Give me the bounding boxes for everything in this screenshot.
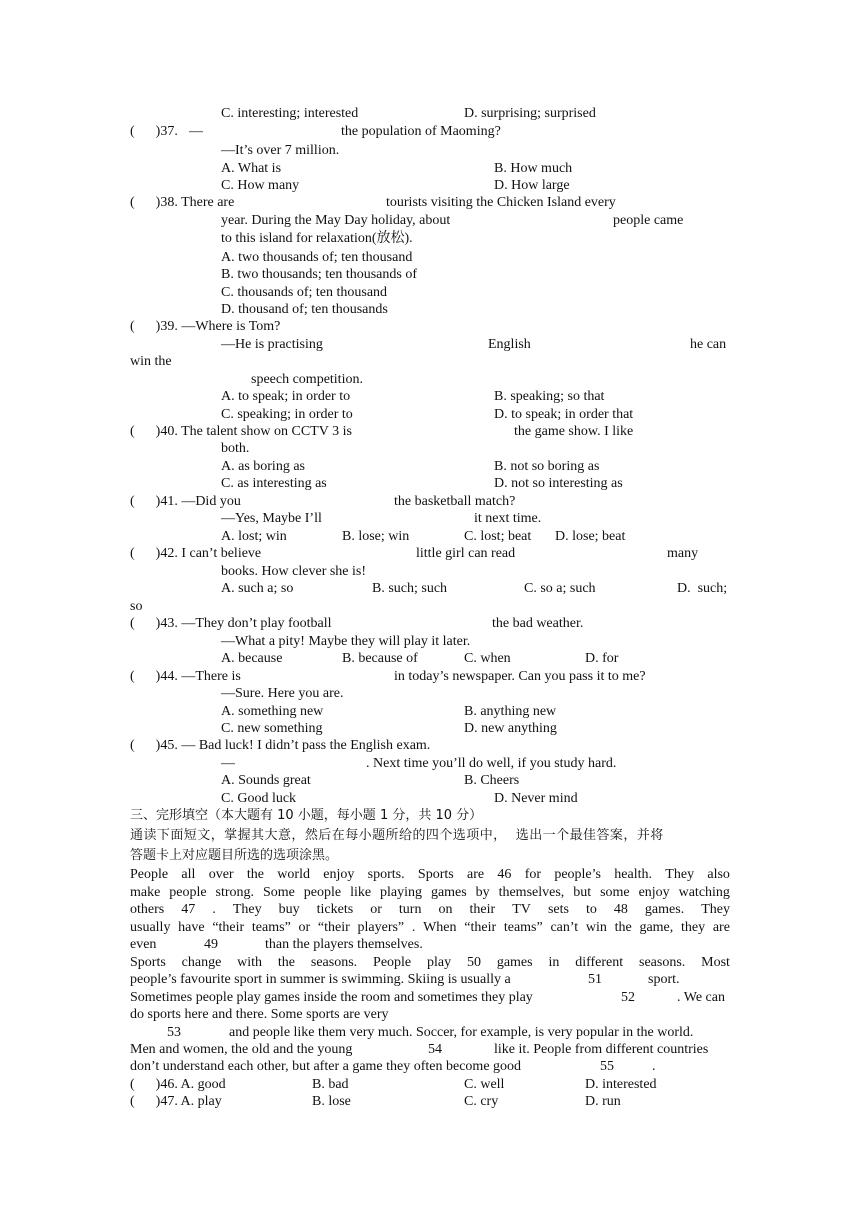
passage-word: for [524, 867, 542, 882]
q42-number: ( )42. I can’t believe [130, 546, 262, 561]
q39-option-a: A. to speak; in order to [221, 389, 351, 404]
passage-word: tickets [316, 902, 354, 917]
passage-line-2 [130, 884, 730, 901]
q44-option-d: D. new anything [464, 721, 557, 736]
q41-option-c: C. lost; beat [464, 529, 532, 544]
passage-word: “their [464, 920, 497, 935]
passage-word: or [298, 920, 311, 935]
blank-49: 49 [204, 937, 218, 952]
q39-line3: speech competition. [251, 372, 363, 387]
passage-word: health. [614, 867, 652, 882]
q38-number: ( )38. There are [130, 195, 235, 210]
blank-48: 48 [613, 902, 628, 917]
passage-word: enjoy [638, 885, 670, 900]
q41-option-d: D. lose; beat [555, 529, 626, 544]
passage-word: People [373, 955, 412, 970]
q43-option-d: D. for [585, 651, 619, 666]
passage-word: teams” [503, 920, 543, 935]
q42-option-c: C. so a; such [524, 581, 596, 596]
passage-word: players” [357, 920, 405, 935]
q44-option-b: B. anything new [464, 704, 557, 719]
q38-stem-line2: year. During the May Day holiday, about [221, 213, 451, 228]
passage-line-7-end: sport. [648, 972, 680, 987]
passage-word: buy [278, 902, 300, 917]
q43-stem: the bad weather. [492, 616, 584, 631]
blank-46: 46 [497, 867, 512, 882]
q47-option-d: D. run [585, 1094, 621, 1109]
q37-option-c: C. How many [221, 178, 300, 193]
section-heading: 三、完形填空（本大题有 10 小题，每小题 1 分，共 10 分） [130, 808, 483, 823]
q44-stem: in today’s newspaper. Can you pass it to me? [394, 669, 646, 684]
q40-option-d: D. not so interesting as [494, 476, 623, 491]
passage-word: They [701, 902, 730, 917]
q40-line2: both. [221, 441, 250, 456]
passage-word: game, [639, 920, 674, 935]
q38-stem: tourists visiting the Chicken Island every [386, 195, 616, 210]
passage-word: . [411, 920, 416, 935]
passage-line-12-end: . [652, 1059, 656, 1074]
q43-line2: —What a pity! Maybe they will play it later. [221, 634, 471, 649]
passage-word: They [232, 902, 262, 917]
q37-stem: the population of Maoming? [341, 124, 501, 139]
q37-reply: —It’s over 7 million. [221, 143, 340, 158]
q39-line1-mid: English [488, 337, 531, 352]
passage-line-8-end: . We can [677, 990, 725, 1005]
passage-word: the [614, 920, 632, 935]
q38-option-a: A. two thousands of; ten thousand [221, 250, 413, 265]
passage-word: change [181, 955, 222, 970]
passage-word: on [438, 902, 453, 917]
blank-50: 50 [466, 955, 481, 970]
passage-word: people’s [554, 867, 601, 882]
q41-option-a: A. lost; win [221, 529, 287, 544]
passage-word: . [212, 902, 216, 917]
passage-word: in [548, 955, 560, 970]
passage-word: the [277, 955, 296, 970]
passage-word: with [237, 955, 263, 970]
passage-line-6 [130, 954, 730, 971]
passage-word: Sports [130, 955, 166, 970]
passage-word: usually [130, 920, 171, 935]
passage-word: some [600, 885, 630, 900]
q45-option-b: B. Cheers [464, 773, 520, 788]
passage-word: like [350, 885, 372, 900]
passage-word: “their [317, 920, 350, 935]
passage-line-1 [130, 866, 730, 883]
q45-option-d: D. Never mind [494, 791, 578, 806]
passage-word: can’t [550, 920, 579, 935]
passage-word: world [277, 867, 310, 882]
q44-option-c: C. new something [221, 721, 323, 736]
passage-word: People [130, 867, 169, 882]
passage-word: turn [398, 902, 422, 917]
passage-word: games. [644, 902, 685, 917]
passage-line-7: people’s favourite sport in summer is swimming. Skiing is usually a [130, 972, 511, 987]
q41-option-b: B. lose; win [342, 529, 410, 544]
passage-word: they [680, 920, 706, 935]
blank-54: 54 [428, 1042, 442, 1057]
q46-option-d: D. interested [585, 1077, 657, 1092]
q45-stem: . Next time you’ll do well, if you study hard. [366, 756, 617, 771]
q42-option-b: B. such; such [372, 581, 448, 596]
passage-word: They [665, 867, 695, 882]
passage-word: people [303, 885, 342, 900]
passage-word: have [178, 920, 205, 935]
passage-word: different [575, 955, 624, 970]
passage-word: sports. [367, 867, 405, 882]
passage-word: to [585, 902, 597, 917]
q39-line1: —He is practising [221, 337, 323, 352]
passage-word: make [130, 885, 161, 900]
q38-option-b: B. two thousands; ten thousands of [221, 267, 417, 282]
q42-option-d: D. such; [677, 581, 728, 596]
q37-option-b: B. How much [494, 161, 573, 176]
passage-word: enjoy [323, 867, 355, 882]
q41-number: ( )41. —Did you [130, 494, 241, 509]
q42-stem-end: many [667, 546, 699, 561]
passage-word: also [707, 867, 730, 882]
passage-word: are [712, 920, 730, 935]
q47-option-b: B. lose [312, 1094, 351, 1109]
q36-option-d: D. surprising; surprised [464, 106, 596, 121]
q46-number: ( )46. A. good [130, 1077, 226, 1092]
q43-option-b: B. because of [342, 651, 418, 666]
q44-line2: —Sure. Here you are. [221, 686, 344, 701]
q39-line2: win the [130, 354, 172, 369]
passage-word: their [469, 902, 496, 917]
q37-option-a: A. What is [221, 161, 282, 176]
q39-line1-end: he can [690, 337, 727, 352]
blank-52: 52 [621, 990, 635, 1005]
blank-51: 51 [588, 972, 602, 987]
passage-line-9: do sports here and there. Some sports are very [130, 1007, 389, 1022]
passage-word: sets [547, 902, 569, 917]
passage-word: Most [701, 955, 730, 970]
passage-word: When [423, 920, 457, 935]
passage-word: teams” [251, 920, 291, 935]
passage-word: “their [212, 920, 245, 935]
q40-option-c: C. as interesting as [221, 476, 327, 491]
passage-word: games [496, 955, 533, 970]
q45-option-a: A. Sounds great [221, 773, 311, 788]
q39-option-b: B. speaking; so that [494, 389, 605, 404]
q37-option-d: D. How large [494, 178, 570, 193]
q38-stem-line2-end: people came [613, 213, 684, 228]
passage-word: are [467, 867, 485, 882]
q47-number: ( )47. A. play [130, 1094, 222, 1109]
q46-option-c: C. well [464, 1077, 505, 1092]
q39-option-d: D. to speak; in order that [494, 407, 634, 422]
q45-number: ( )45. — Bad luck! I didn’t pass the English exam. [130, 738, 431, 753]
passage-word: others [130, 902, 165, 917]
passage-word: playing [380, 885, 422, 900]
q42-line2: books. How clever she is! [221, 564, 367, 579]
q44-option-a: A. something new [221, 704, 324, 719]
q41-line2-end: it next time. [474, 511, 542, 526]
q42-option-a: A. such a; so [221, 581, 294, 596]
q40-stem: the game show. I like [514, 424, 634, 439]
passage-word: or [370, 902, 382, 917]
passage-word: the [246, 867, 264, 882]
passage-line-11: Men and women, the old and the young [130, 1042, 353, 1057]
q40-option-a: A. as boring as [221, 459, 305, 474]
passage-word: seasons. [639, 955, 686, 970]
passage-word: TV [512, 902, 531, 917]
q38-option-d: D. thousand of; ten thousands [221, 302, 388, 317]
passage-line-12: don’t understand each other, but after a game they often become good [130, 1059, 522, 1074]
q47-option-c: C. cry [464, 1094, 499, 1109]
passage-word: win [585, 920, 607, 935]
q37-dash: — [189, 124, 203, 139]
passage-word: themselves, [498, 885, 565, 900]
q43-number: ( )43. —They don’t play football [130, 616, 332, 631]
q38-stem-line3: to this island for relaxation(放松). [221, 231, 413, 246]
q42-option-d-wrap: so [130, 599, 143, 614]
passage-line-8: Sometimes people play games inside the room and sometimes they play [130, 990, 533, 1005]
q39-option-c: C. speaking; in order to [221, 407, 353, 422]
passage-word: play [427, 955, 452, 970]
blank-53: 53 [167, 1025, 181, 1040]
passage-word: over [208, 867, 234, 882]
q43-option-a: A. because [221, 651, 283, 666]
passage-word: by [475, 885, 490, 900]
passage-word: all [181, 867, 196, 882]
blank-47: 47 [181, 902, 196, 917]
q46-option-b: B. bad [312, 1077, 349, 1092]
passage-word: watching [678, 885, 730, 900]
blank-55: 55 [600, 1059, 614, 1074]
passage-line-5-end: than the players themselves. [265, 937, 423, 952]
passage-line-3 [130, 901, 730, 918]
passage-word: Some [262, 885, 295, 900]
passage-line-10: and people like them very much. Soccer, for example, is very popular in the world. [229, 1025, 694, 1040]
section-instruction-line2: 答题卡上对应题目所选的选项涂黑。 [130, 848, 339, 863]
passage-word: people [169, 885, 207, 900]
q41-line2: —Yes, Maybe I’ll [221, 511, 322, 526]
passage-line-11-end: like it. People from different countries [494, 1042, 709, 1057]
q39-number: ( )39. —Where is Tom? [130, 319, 281, 334]
passage-word: Sports [417, 867, 454, 882]
q45-dash: — [221, 756, 235, 771]
q37-number: ( )37. [130, 124, 178, 139]
passage-line-5: even [130, 937, 157, 952]
q36-option-c: C. interesting; interested [221, 106, 359, 121]
passage-word: strong. [215, 885, 255, 900]
q38-option-c: C. thousands of; ten thousand [221, 285, 388, 300]
q40-number: ( )40. The talent show on CCTV 3 is [130, 424, 352, 439]
passage-line-4 [130, 919, 730, 936]
passage-word: games [430, 885, 467, 900]
passage-word: seasons. [310, 955, 358, 970]
q41-stem: the basketball match? [394, 494, 516, 509]
q45-option-c: C. Good luck [221, 791, 297, 806]
q42-stem: little girl can read [416, 546, 516, 561]
passage-word: but [573, 885, 592, 900]
q44-number: ( )44. —There is [130, 669, 241, 684]
q43-option-c: C. when [464, 651, 511, 666]
q40-option-b: B. not so boring as [494, 459, 600, 474]
section-instruction: 通读下面短文，掌握其大意，然后在每小题所给的四个选项中， 选出一个最佳答案，并将 [130, 828, 664, 843]
